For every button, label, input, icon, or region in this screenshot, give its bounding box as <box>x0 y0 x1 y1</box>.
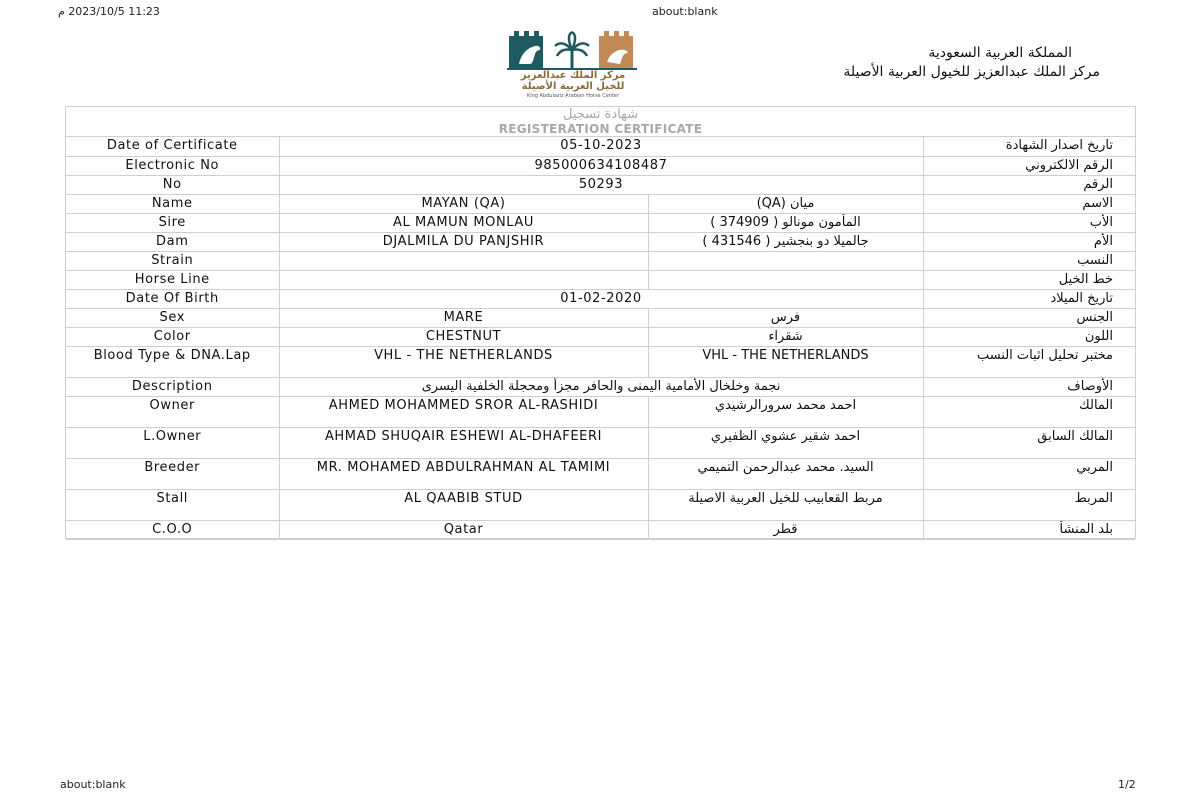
field-label-en <box>66 520 279 539</box>
field-label-en-text: Description <box>131 378 213 394</box>
field-value-en <box>279 232 648 251</box>
field-value-en <box>279 458 648 489</box>
table-row <box>66 156 1135 175</box>
field-label-en <box>66 194 279 213</box>
field-label-ar <box>923 346 1135 377</box>
field-label-en <box>66 213 279 232</box>
print-header <box>0 5 1200 21</box>
field-label-en-text: C.O.O <box>152 521 193 537</box>
field-label-en <box>66 396 279 427</box>
field-label-en-text: Name <box>151 195 193 211</box>
field-label-ar-text: المربط <box>1074 490 1113 506</box>
certificate-table <box>66 137 1135 540</box>
print-footer-url: about:blank <box>60 778 126 791</box>
field-label-en-text: Breeder <box>144 459 201 475</box>
field-label-ar-text: الأب <box>1089 214 1113 230</box>
field-value-ar-text: احمد شقير عشوي الظفيري <box>710 428 861 444</box>
field-value-ar-text: ميان (QA) <box>756 195 815 211</box>
field-value-en-text: CHESTNUT <box>425 328 502 344</box>
table-row <box>66 427 1135 458</box>
field-label-ar-text: تاريخ اصدار الشهادة <box>1005 138 1113 153</box>
field-label-ar <box>923 308 1135 327</box>
field-label-en-text: Date of Certificate <box>106 138 238 153</box>
logo-arabic-line1: مركز الملك عبدالعزيز <box>520 70 626 81</box>
field-label-ar <box>923 175 1135 194</box>
field-label-en-text: Date Of Birth <box>125 290 219 306</box>
field-value-en-text: AHMAD SHUQAIR ESHEWI AL-DHAFEERI <box>324 428 603 444</box>
field-label-ar-text: المالك <box>1079 397 1113 413</box>
field-value <box>279 137 923 156</box>
field-label-en <box>66 156 279 175</box>
table-row <box>66 308 1135 327</box>
field-value-ar <box>648 194 923 213</box>
field-label-en <box>66 270 279 289</box>
field-value-ar <box>648 213 923 232</box>
field-label-en-text: Sex <box>159 309 185 325</box>
field-label-en-text: No <box>162 176 182 192</box>
field-label-ar <box>923 213 1135 232</box>
table-row <box>66 346 1135 377</box>
field-value-en-text: MARE <box>443 309 484 325</box>
field-value-en <box>279 327 648 346</box>
field-value-ar-text: فرس <box>770 309 801 325</box>
field-value-ar <box>648 327 923 346</box>
field-label-ar-text: الأم <box>1093 233 1113 249</box>
center-name: مركز الملك عبدالعزيز للخيول العربية الأصيلة <box>843 64 1100 80</box>
field-label-ar <box>923 489 1135 520</box>
field-label-en-text: Dam <box>156 233 189 249</box>
field-label-ar <box>923 251 1135 270</box>
field-label-en <box>66 137 279 156</box>
field-label-en <box>66 308 279 327</box>
print-datetime: 11:23 2023/10/5 م <box>58 5 160 18</box>
field-value-en <box>279 194 648 213</box>
field-label-ar <box>923 377 1135 396</box>
certificate-title-english: REGISTERATION CERTIFICATE <box>498 122 703 136</box>
table-row <box>66 396 1135 427</box>
field-value-ar <box>648 396 923 427</box>
field-value-text: 05-10-2023 <box>560 138 642 153</box>
field-value-ar-text: احمد محمد سرورالرشيدي <box>714 397 857 413</box>
field-value-en <box>279 213 648 232</box>
field-value-en-text: MR. MOHAMED ABDULRAHMAN AL TAMIMI <box>316 459 611 475</box>
table-row <box>66 520 1135 539</box>
field-label-en <box>66 346 279 377</box>
field-label-ar <box>923 427 1135 458</box>
field-label-en <box>66 289 279 308</box>
field-label-en-text: Electronic No <box>125 157 220 173</box>
field-label-en <box>66 251 279 270</box>
logo-arabic-name <box>507 70 639 92</box>
field-value-en-text: DJALMILA DU PANJSHIR <box>382 233 545 249</box>
page-number: 1/2 <box>1118 778 1136 791</box>
field-value-text: 01-02-2020 <box>560 290 642 306</box>
table-row <box>66 213 1135 232</box>
table-row <box>66 327 1135 346</box>
field-value-ar <box>648 270 923 289</box>
field-label-ar-text: المالك السابق <box>1037 428 1113 444</box>
field-label-en-text: Owner <box>149 397 195 413</box>
field-value-en-text: AHMED MOHAMMED SROR AL-RASHIDI <box>328 397 599 413</box>
field-label-en-text: Horse Line <box>134 271 210 287</box>
field-label-en-text: Strain <box>151 252 194 268</box>
field-label-en-text: Color <box>153 328 191 344</box>
logo-english-name: King Abdulaziz Arabian Horse Center <box>526 93 620 99</box>
organization-header <box>680 44 1100 82</box>
field-label-ar-text: النسب <box>1077 252 1113 268</box>
field-value-en-text: AL MAMUN MONLAU <box>392 214 535 230</box>
field-value-ar <box>279 377 923 396</box>
field-label-ar <box>923 520 1135 539</box>
field-value-ar <box>648 427 923 458</box>
field-value-en <box>279 308 648 327</box>
field-value-ar-text: VHL - THE NETHERLANDS <box>702 347 869 363</box>
field-label-ar-text: بلد المنشأ <box>1059 521 1113 537</box>
certificate-title-arabic: شهادة تسجيل <box>563 107 638 122</box>
field-value-text: 50293 <box>578 176 624 192</box>
field-value-ar-text <box>653 252 919 255</box>
table-row <box>66 489 1135 520</box>
field-label-ar <box>923 270 1135 289</box>
field-label-ar <box>923 137 1135 156</box>
field-value-en <box>279 520 648 539</box>
field-label-en <box>66 458 279 489</box>
field-label-en <box>66 175 279 194</box>
table-row <box>66 137 1135 156</box>
field-value-ar <box>648 458 923 489</box>
table-row <box>66 458 1135 489</box>
registration-certificate <box>65 106 1136 539</box>
field-label-ar <box>923 396 1135 427</box>
field-value-en-text: MAYAN (QA) <box>421 195 506 211</box>
field-label-en-text: Blood Type & DNA.Lap <box>93 347 251 363</box>
field-value-ar-text: السيد. محمد عبدالرحمن التميمي <box>697 459 874 475</box>
field-value-ar-text: قطر <box>773 521 798 537</box>
field-label-en <box>66 377 279 396</box>
field-label-ar-text: تاريخ الميلاد <box>1050 290 1113 306</box>
field-label-ar-text: الأوصاف <box>1067 378 1113 394</box>
field-value-ar-text: المأمون مونالو ( 374909 ) <box>710 214 861 230</box>
field-label-en <box>66 489 279 520</box>
field-value-en-text: VHL - THE NETHERLANDS <box>374 347 553 363</box>
field-label-ar <box>923 327 1135 346</box>
field-value-ar-text <box>653 271 919 274</box>
field-value <box>279 175 923 194</box>
field-label-ar-text: مختبر تحليل اثبات النسب <box>976 347 1113 363</box>
field-value-en <box>279 346 648 377</box>
table-row <box>66 232 1135 251</box>
field-label-en <box>66 427 279 458</box>
field-value <box>279 156 923 175</box>
field-value-ar-text: نجمة وخلخال الأمامية اليمنى والحافر مجزأ ومحجلة الخلفية اليسرى <box>421 378 781 394</box>
field-value-en-text: AL QAABIB STUD <box>404 490 523 506</box>
field-label-ar <box>923 194 1135 213</box>
table-row <box>66 251 1135 270</box>
field-value <box>279 289 923 308</box>
field-value-ar <box>648 232 923 251</box>
field-label-ar-text: الاسم <box>1082 195 1113 211</box>
field-value-text: 985000634108487 <box>534 157 668 173</box>
field-label-en-text: Sire <box>158 214 186 230</box>
field-label-ar-text: المربي <box>1076 459 1113 475</box>
field-value-en <box>279 489 648 520</box>
field-value-ar <box>648 251 923 270</box>
field-value-ar <box>648 308 923 327</box>
field-label-ar-text: الرقم <box>1083 176 1113 192</box>
field-value-en <box>279 251 648 270</box>
field-value-ar <box>648 346 923 377</box>
field-value-en <box>279 396 648 427</box>
field-label-ar <box>923 232 1135 251</box>
table-row <box>66 377 1135 396</box>
field-label-ar-text: الرقم الالكتروني <box>1025 157 1113 173</box>
table-row <box>66 270 1135 289</box>
field-label-en <box>66 327 279 346</box>
field-value-en <box>279 270 648 289</box>
print-page-title: about:blank <box>652 5 718 18</box>
field-label-en-text: Stall <box>156 490 189 506</box>
field-label-ar-text: الجنس <box>1076 309 1113 325</box>
field-value-en-text: Qatar <box>443 521 484 537</box>
kingdom-name: المملكة العربية السعودية <box>928 45 1072 61</box>
field-label-ar <box>923 289 1135 308</box>
field-value-ar-text: مربط القعابيب للخيل العربية الاصيلة <box>688 490 883 506</box>
field-value-en-text <box>284 252 644 255</box>
table-row <box>66 194 1135 213</box>
print-footer <box>0 778 1200 794</box>
field-value-ar <box>648 489 923 520</box>
field-value-en <box>279 427 648 458</box>
field-label-en-text: L.Owner <box>143 428 202 444</box>
table-row <box>66 289 1135 308</box>
logo-arabic-line2: للخيل العربية الأصيلة <box>521 81 625 92</box>
field-label-ar <box>923 156 1135 175</box>
certificate-title <box>66 107 1135 137</box>
field-value-en-text <box>284 271 644 274</box>
table-row <box>66 175 1135 194</box>
field-label-ar-text: خط الخيل <box>1058 271 1113 287</box>
field-label-ar <box>923 458 1135 489</box>
field-value-ar <box>648 520 923 539</box>
field-value-ar-text: شقراء <box>768 328 803 344</box>
field-label-en <box>66 232 279 251</box>
field-value-ar-text: جالميلا دو بنجشير ( 431546 ) <box>702 233 869 249</box>
field-label-ar-text: اللون <box>1084 328 1113 344</box>
